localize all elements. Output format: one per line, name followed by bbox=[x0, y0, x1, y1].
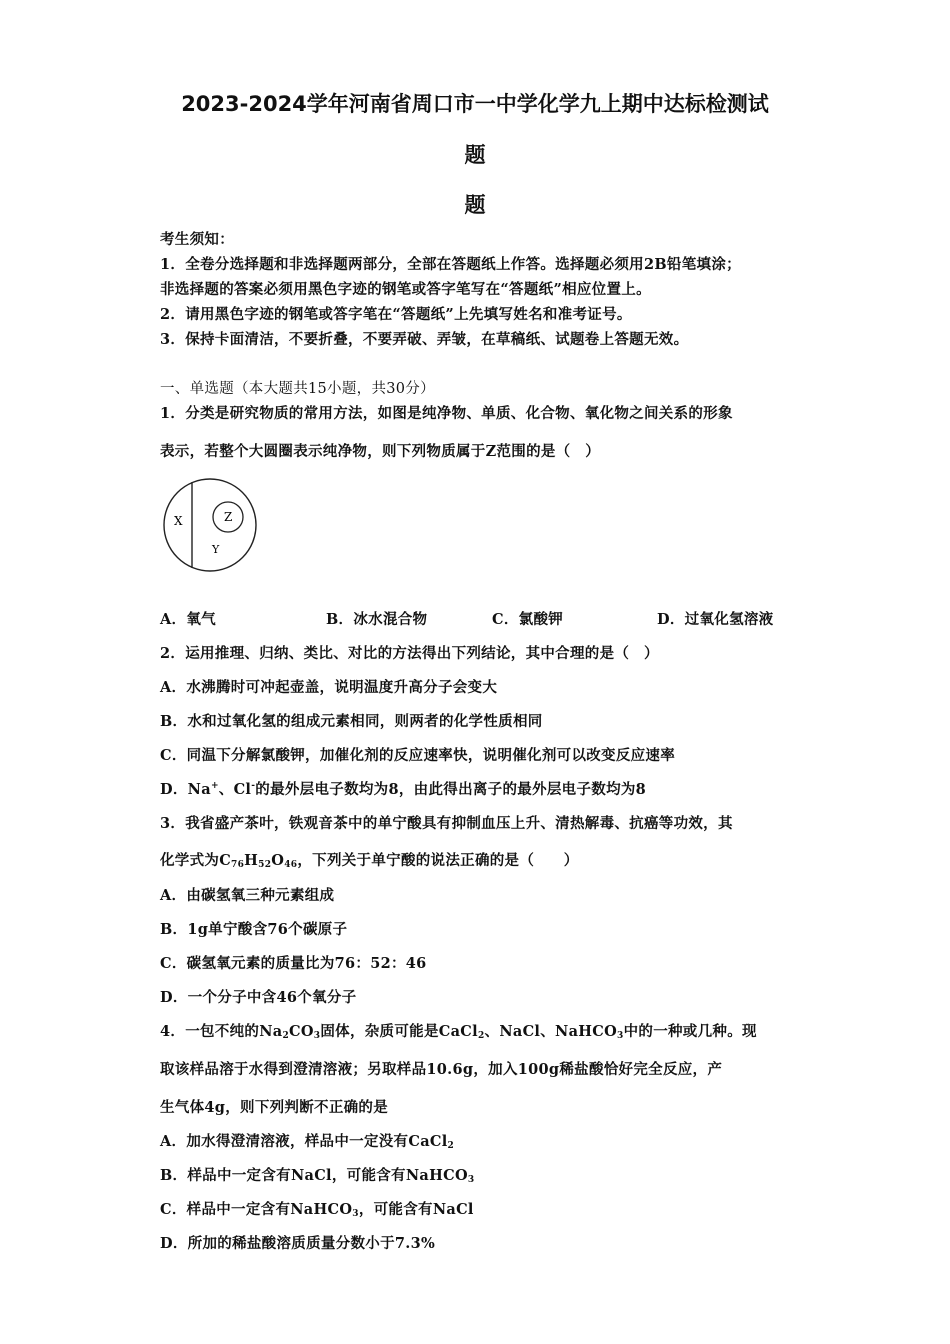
q2-option-a[interactable]: A．水沸腾时可冲起壶盖，说明温度升高分子会变大 bbox=[160, 679, 498, 696]
q4-stem-end: 生气体4g，则下列判断不正确的是 bbox=[160, 1099, 389, 1116]
q2-option-b[interactable]: B．水和过氧化氢的组成元素相同，则两者的化学性质相同 bbox=[160, 713, 543, 730]
q3-option-c[interactable]: C．碳氢氧元素的质量比为76：52：46 bbox=[160, 955, 427, 972]
q1-option-a[interactable]: A．氧气 bbox=[160, 611, 216, 628]
q4-option-d[interactable]: D．所加的稀盐酸溶质质量分数小于7.3% bbox=[160, 1235, 436, 1252]
label-x: X bbox=[174, 514, 183, 528]
q1-option-b[interactable]: B．冰水混合物 bbox=[326, 611, 428, 628]
q1-venn-diagram bbox=[160, 475, 260, 575]
q2-option-d[interactable]: D．Na+、Cl-的最外层电子数均为8，由此得出离子的最外层电子数均为8 bbox=[160, 781, 647, 798]
q1-option-c[interactable]: C．氯酸钾 bbox=[492, 611, 564, 628]
q3-option-d[interactable]: D．一个分子中含46个氧分子 bbox=[160, 989, 357, 1006]
q3-stem-continued: 化学式为$C_{76}H_{52}O_{46}$，下列关于单宁酸的说法正确的是（ ） bbox=[160, 852, 579, 870]
section-heading: 一、单选题（本大题共15小题，共30分） bbox=[160, 381, 435, 397]
page-title-continued: 题 bbox=[464, 143, 486, 167]
q4-option-a[interactable]: A．加水得澄清溶液，样品中一定没有CaCl$_2$ bbox=[160, 1133, 455, 1151]
notice-item-3: 3．保持卡面清洁，不要折叠，不要弄破、弄皱，在草稿纸、试题卷上答题无效。 bbox=[160, 331, 689, 348]
page-title-repeat: 题 bbox=[464, 193, 486, 217]
notice-item-1-continued: 非选择题的答案必须用黑色字迹的钢笔或答字笔写在“答题纸”相应位置上。 bbox=[160, 281, 651, 298]
q4-option-b[interactable]: B．样品中一定含有NaCl，可能含有NaHCO$_3$ bbox=[160, 1167, 475, 1185]
q1-option-d[interactable]: D．过氧化氢溶液 bbox=[657, 611, 774, 628]
q4-stem: 4．一包不纯的$Na_2CO_3$固体，杂质可能是CaCl$_2$、NaCl、NaHCO$_3$中的一种或几种。现 bbox=[160, 1023, 757, 1041]
q3-option-b[interactable]: B．1g单宁酸含76个碳原子 bbox=[160, 921, 348, 938]
notice-heading: 考生须知： bbox=[160, 231, 234, 248]
q3-option-a[interactable]: A．由碳氢氧三种元素组成 bbox=[160, 887, 335, 904]
q1-stem: 1．分类是研究物质的常用方法，如图是纯净物、单质、化合物、氧化物之间关系的形象 bbox=[160, 405, 733, 422]
q2-option-c[interactable]: C．同温下分解氯酸钾，加催化剂的反应速率快，说明催化剂可以改变反应速率 bbox=[160, 747, 676, 764]
q1-stem-continued: 表示，若整个大圆圈表示纯净物，则下列物质属于Z范围的是（ ） bbox=[160, 443, 601, 460]
q2-stem: 2．运用推理、归纳、类比、对比的方法得出下列结论，其中合理的是（ ） bbox=[160, 645, 659, 662]
q3-stem: 3．我省盛产茶叶，铁观音茶中的单宁酸具有抑制血压上升、清热解毒、抗癌等功效，其 bbox=[160, 815, 733, 832]
label-y: Y bbox=[212, 543, 220, 556]
q4-option-c[interactable]: C．样品中一定含有NaHCO$_3$，可能含有NaCl bbox=[160, 1201, 474, 1219]
page-title: 2023-2024学年河南省周口市一中学化学九上期中达标检测试 bbox=[181, 92, 769, 116]
q4-stem-continued: 取该样品溶于水得到澄清溶液；另取样品10.6g，加入100g稀盐酸恰好完全反应，产 bbox=[160, 1061, 723, 1078]
label-z: Z bbox=[224, 510, 233, 524]
notice-item-2: 2．请用黑色字迹的钢笔或答字笔在“答题纸”上先填写姓名和准考证号。 bbox=[160, 306, 632, 323]
notice-item-1: 1．全卷分选择题和非选择题两部分，全部在答题纸上作答。选择题必须用2B铅笔填涂； bbox=[160, 256, 741, 273]
